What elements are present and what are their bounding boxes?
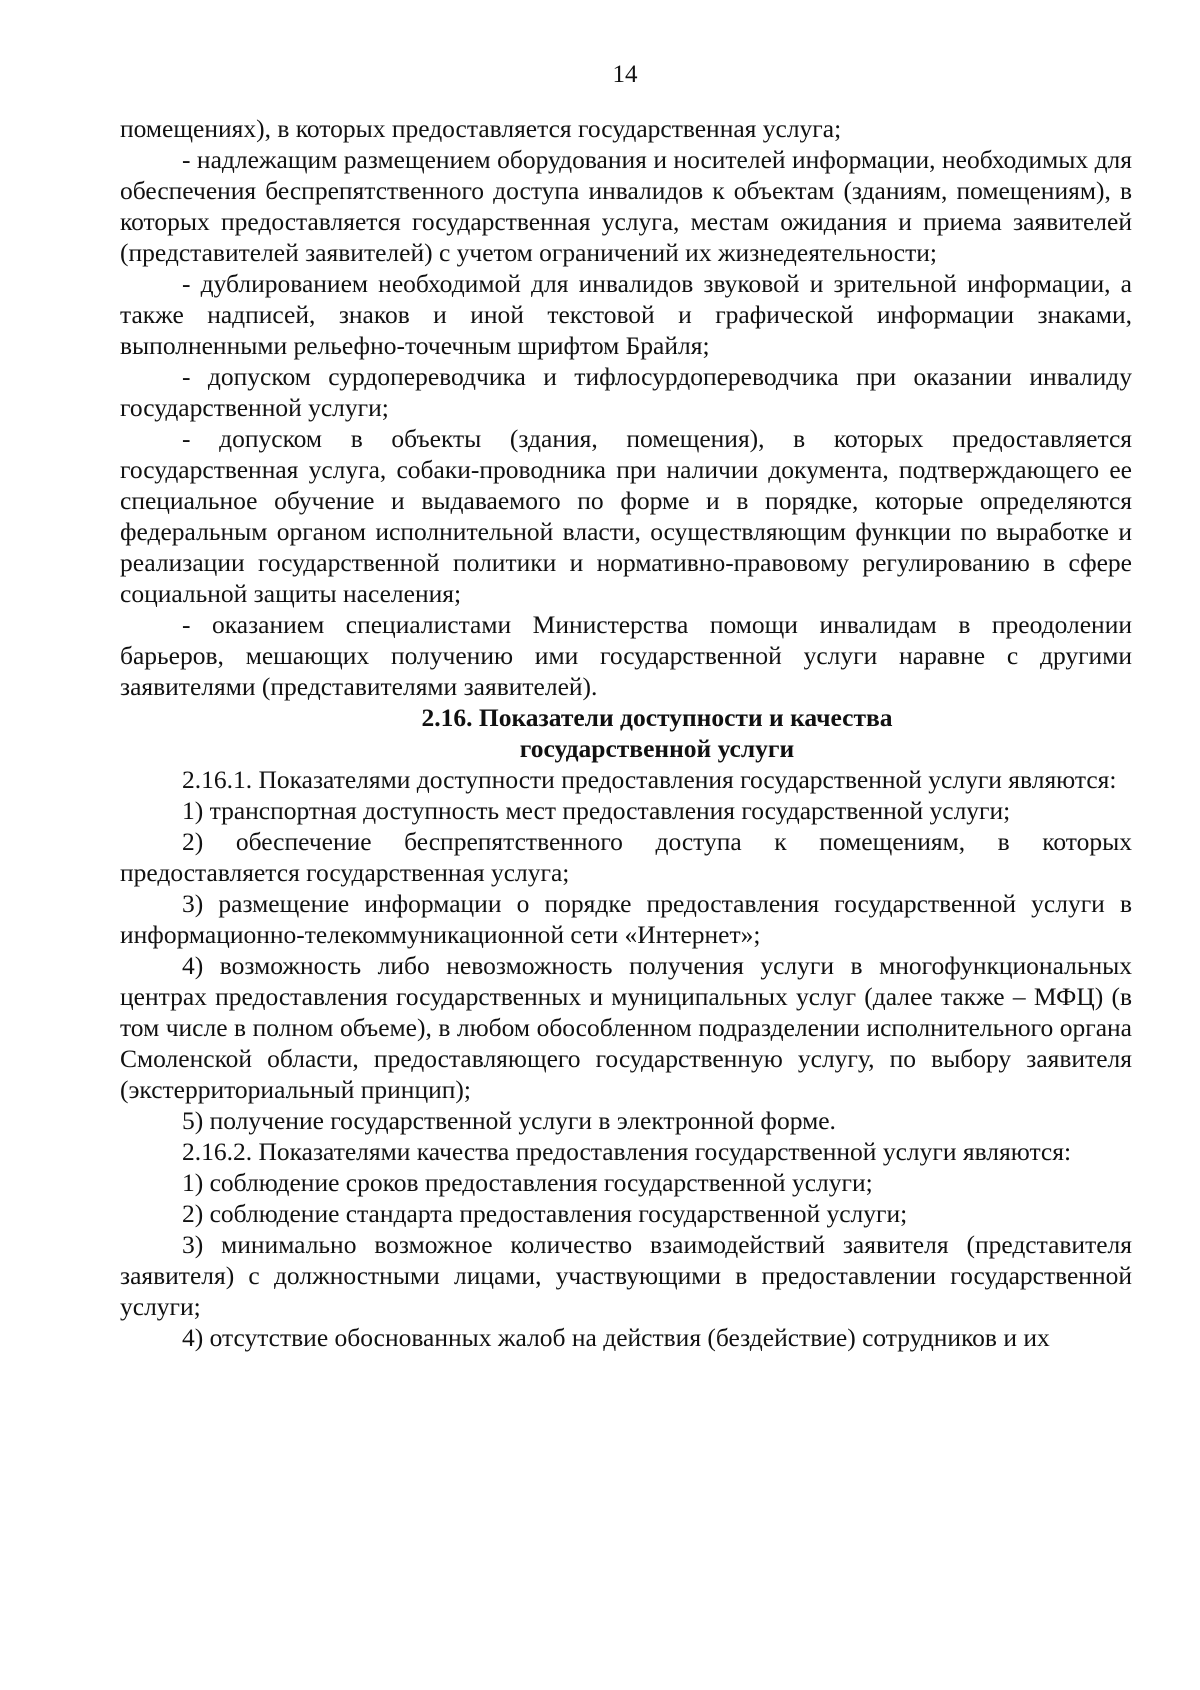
list-item-guide-dog: - допуском в объекты (здания, помещения), в которых предоставляется государственная услуга, собаки-проводника при наличии документа, подтверждающего ее специальное обучение и выдаваемого по форме и в порядке, которые определяются федеральным органом исполнительной власти, осуществляющим функции по выработке и реализации государственной политики и нормативно-правовому регулированию в сфере социальной защиты населения;	[120, 424, 1132, 608]
availability-item-5: 5) получение государственной услуги в электронной форме.	[182, 1106, 836, 1135]
quality-item-2: 2) соблюдение стандарта предоставления государственной услуги;	[182, 1199, 908, 1228]
list-item-braille-duplication: - дублированием необходимой для инвалидов звуковой и зрительной информации, а также надписей, знаков и иной текстовой и графической информации знаками, выполненными рельефно-точечным шрифтом Брайля;	[120, 269, 1132, 360]
availability-item-3: 3) размещение информации о порядке предоставления государственной услуги в информационно-телекоммуникационной сети «Интернет»;	[120, 889, 1132, 949]
availability-item-2: 2) обеспечение беспрепятственного доступа к помещениям, в которых предоставляется государственная услуга;	[120, 827, 1132, 887]
quality-item-3: 3) минимально возможное количество взаимодействий заявителя (представителя заявителя) с должностными лицами, участвующими в предоставлении государственной услуги;	[120, 1230, 1132, 1321]
quality-item-4: 4) отсутствие обоснованных жалоб на действия (бездействие) сотрудников и их	[182, 1323, 1050, 1352]
list-item-specialist-assistance: - оказанием специалистами Министерства помощи инвалидам в преодолении барьеров, мешающих получению ими государственной услуги наравне с другими заявителями (представителями заявителей).	[120, 610, 1132, 701]
availability-item-4: 4) возможность либо невозможность получения услуги в многофункциональных центрах предоставления государственных и муниципальных услуг (далее также – МФЦ) (в том числе в полном объеме), в любом обособленном подразделении исполнительного органа Смоленской области, предоставляющего государственную услугу, по выбору заявителя (экстерриториальный принцип);	[120, 951, 1132, 1104]
document-body	[120, 113, 1132, 1353]
list-item-sign-interpreter: - допуском сурдопереводчика и тифлосурдопереводчика при оказании инвалиду государственной услуги;	[120, 362, 1132, 422]
section-heading	[120, 702, 1132, 764]
availability-item-1: 1) транспортная доступность мест предоставления государственной услуги;	[182, 796, 1011, 825]
page-number: 14	[612, 61, 638, 88]
clause-2-16-1: 2.16.1. Показателями доступности предоставления государственной услуги являются:	[182, 765, 1117, 794]
clause-2-16-2: 2.16.2. Показателями качества предоставления государственной услуги являются:	[182, 1137, 1072, 1166]
paragraph-continuation: помещениях), в которых предоставляется государственная услуга;	[120, 114, 842, 143]
section-heading-line-1: 2.16. Показатели доступности и качества	[421, 703, 893, 732]
section-heading-line-2: государственной услуги	[519, 734, 795, 763]
quality-item-1: 1) соблюдение сроков предоставления государственной услуги;	[182, 1168, 873, 1197]
list-item-equipment-placement: - надлежащим размещением оборудования и носителей информации, необходимых для обеспечения беспрепятственного доступа инвалидов к объектам (зданиям, помещениям), в которых предоставляется государственная услуга, местам ожидания и приема заявителей (представителей заявителей) с учетом ограничений их жизнедеятельности;	[120, 145, 1132, 267]
